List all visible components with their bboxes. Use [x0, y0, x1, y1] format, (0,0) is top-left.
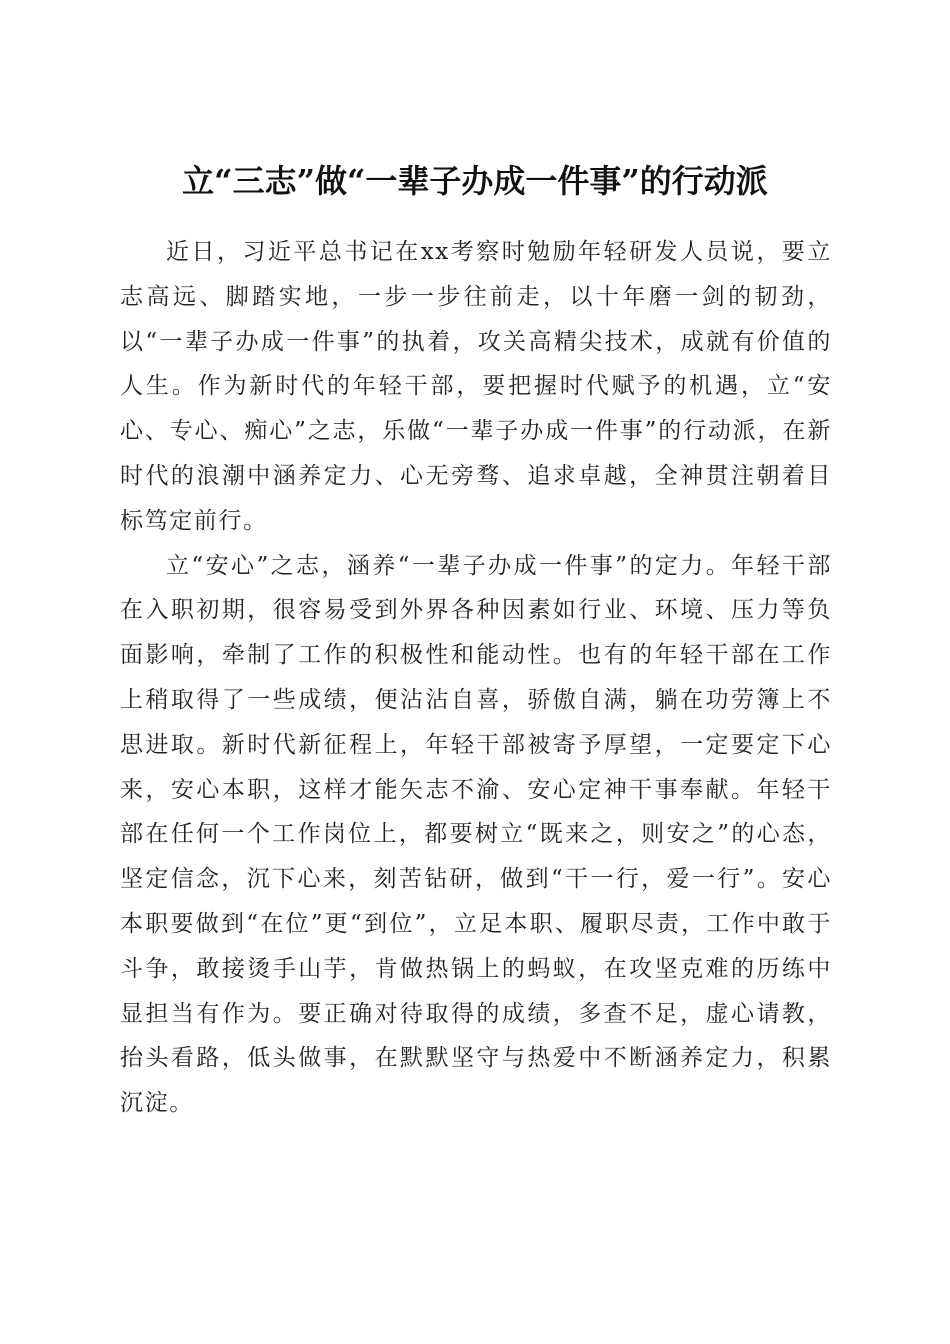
paragraph-intro: 近日，习近平总书记在xx考察时勉励年轻研发人员说，要立志高远、脚踏实地，一步一步往前走，以十年磨一剑的韧劲，以“一辈子办成一件事”的执着，攻关高精尖技术，成就有价值的人生。作为新时代的年轻干部，要把握时代赋予的机遇，立“安心、专心、痴心”之志，乐做“一辈子办成一件事”的行动派，在新时代的浪潮中涵养定力、心无旁骛、追求卓越，全神贯注朝着目标笃定前行。 — [120, 239, 832, 534]
paragraph-anxin: 立“安心”之志，涵养“一辈子办成一件事”的定力。年轻干部在入职初期，很容易受到外界各种因素如行业、环境、压力等负面影响，牵制了工作的积极性和能动性。也有的年轻干部在工作上稍取得了一些成绩，便沾沾自喜，骄傲自满，躺在功劳簿上不思进取。新时代新征程上，年轻干部被寄予厚望，一定要定下心来，安心本职，这样才能矢志不渝、安心定神干事奉献。年轻干部在任何一个工作岗位上，都要树立“既来之，则安之”的心态，坚定信念，沉下心来，刻苦钻研，做到“干一行，爱一行”。安心本职要做到“在位”更“到位”，立足本职、履职尽责，工作中敢于斗争，敢接烫手山芋，肯做热锅上的蚂蚁，在攻坚克难的历练中显担当有作为。要正确对待取得的成绩，多查不足，虚心请教，抬头看路，低头做事，在默默坚守与热爱中不断涵养定力，积累沉淀。 — [120, 552, 832, 1117]
document-title: 立“三志”做“一辈子办成一件事”的行动派 — [182, 162, 768, 201]
document-body — [120, 230, 832, 1126]
